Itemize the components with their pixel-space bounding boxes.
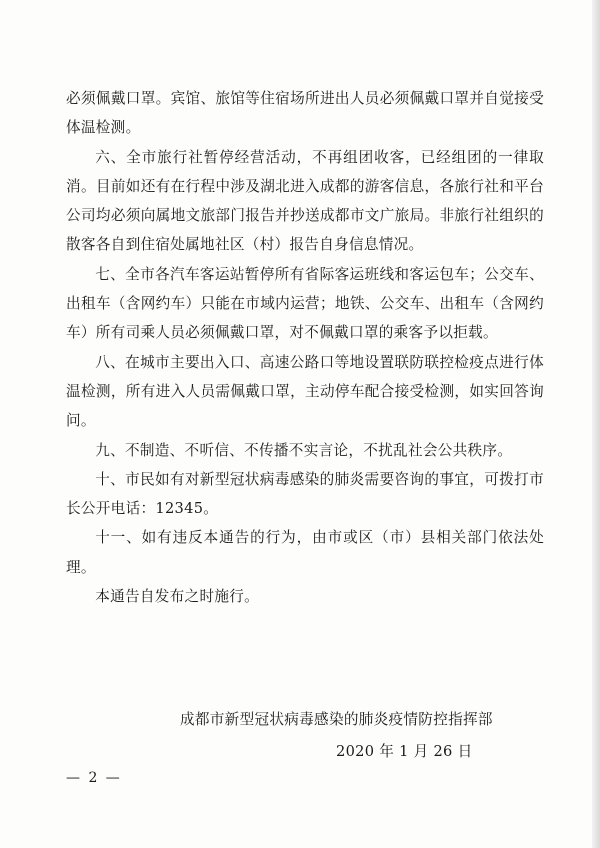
paragraph-item-8: 八、在城市主要出入口、高速公路口等地设置联防联控检疫点进行体温检测，所有进入人员需佩戴口罩，主动停车配合接受检测，如实回答询问。	[66, 353, 544, 430]
paragraph-item-9: 九、不制造、不听信、不传播不实言论，不扰乱社会公共秩序。	[95, 441, 513, 459]
paragraph-effective: 本通告自发布之时施行。	[95, 588, 260, 606]
page-edge-shadow	[592, 0, 600, 848]
page-number: — 2 —	[66, 770, 122, 786]
signature-date: 2020 年 1 月 26 日	[336, 743, 473, 760]
paragraph-continuation: 必须佩戴口罩。宾馆、旅馆等住宿场所进出人员必须佩戴口罩并自觉接受体温检测。	[66, 90, 544, 137]
paragraph-item-10: 十、市民如有对新型冠状病毒感染的肺炎需要咨询的事宜，可拨打市长公开电话：12345。	[66, 470, 544, 518]
paragraph-item-11: 十一、如有违反本通告的行为，由市或区（市）县相关部门依法处理。	[66, 529, 544, 576]
paragraph-item-6: 六、全市旅行社暂停经营活动，不再组团收客，已经组团的一律取消。目前如还有在行程中涉及湖北进入成都的游客信息，各旅行社和平台公司均必须向属地文旅部门报告并抄送成都市文广旅局。非旅行社组织的散客各自到住宿处属地社区（村）报告自身信息情况。	[66, 148, 544, 254]
document-body	[66, 84, 544, 611]
paragraph-item-7: 七、全市各汽车客运站暂停所有省际客运班线和客运包车；公交车、出租车（含网约车）只能在市域内运营；地铁、公交车、出租车（含网约车）所有司乘人员必须佩戴口罩，对不佩戴口罩的乘客予以拒载。	[66, 265, 544, 342]
signature-organization: 成都市新型冠状病毒感染的肺炎疫情防控指挥部	[180, 711, 493, 728]
